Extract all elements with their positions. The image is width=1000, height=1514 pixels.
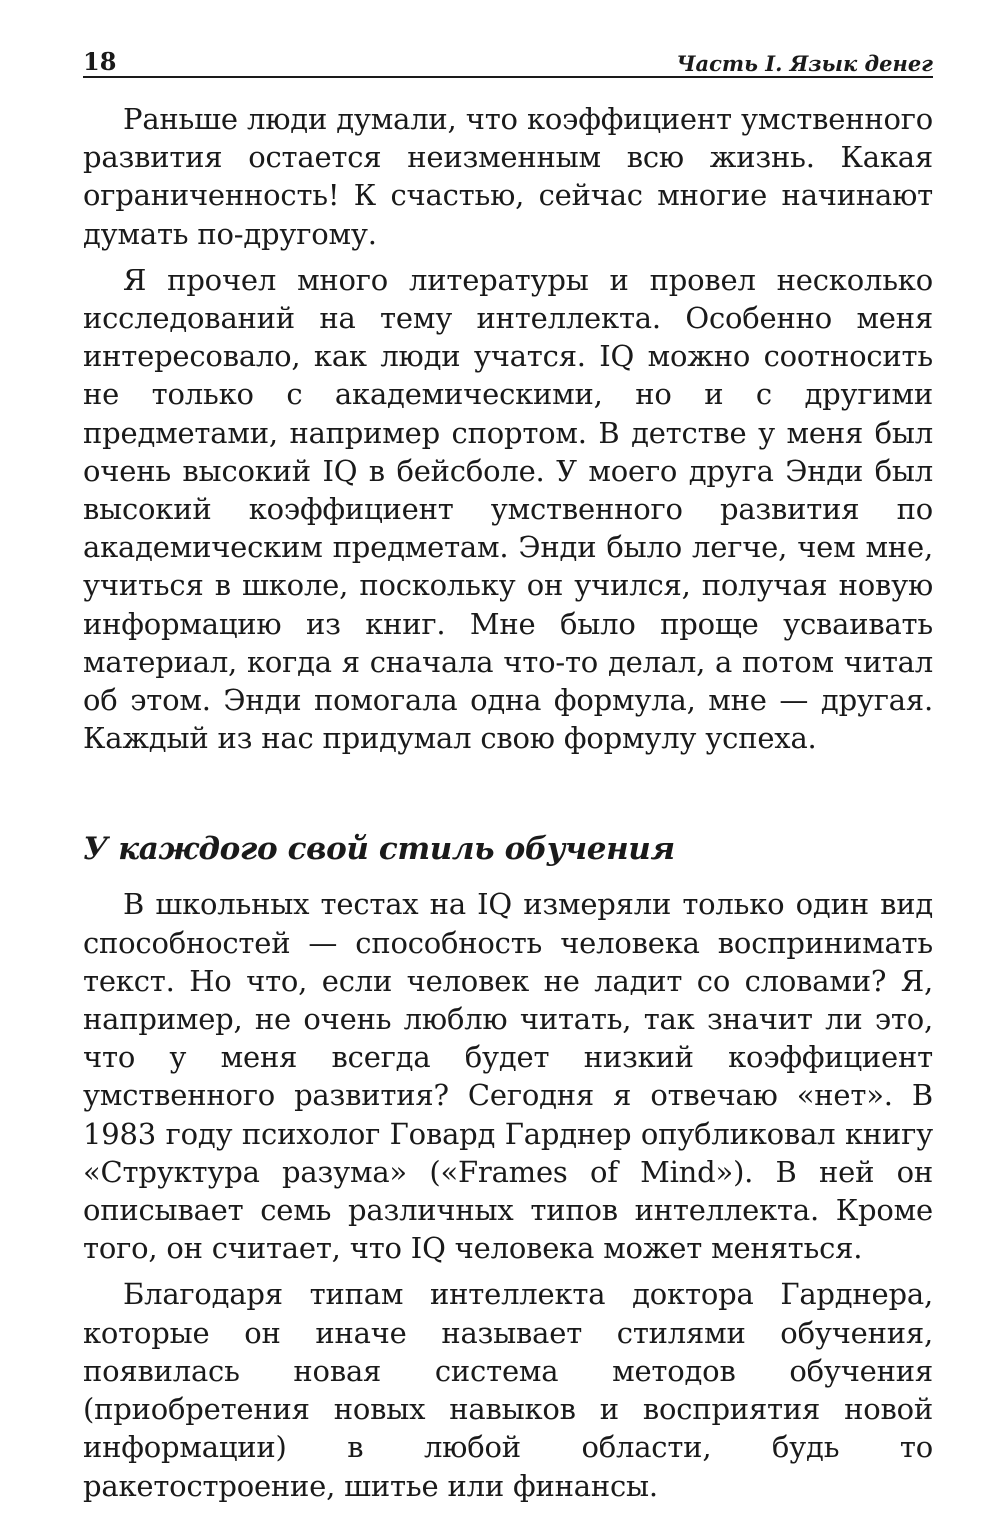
paragraph: Я прочел много литературы и провел несколько исследований на тему интеллекта. Особенно меня интересовало, как люди учатся. IQ можно соотносить не только с академическими, но и с другими предметами, например спортом. В детстве у меня был очень высокий IQ в бейсболе. У моего друга Энди был высокий коэффициент умственного развития по академическим предметам. Энди было легче, чем мне, учиться в школе, поскольку он учился, получая новую информацию из книг. Мне было проще усваивать материал, когда я сначала что-то делал, а потом читал об этом. Энди помогала одна формула, мне — другая. Каждый из нас придумал свою формулу успеха. xyxy=(83,262,933,756)
body-text-before-heading xyxy=(83,100,933,757)
paragraph: Благодаря типам интеллекта доктора Гарднера, которые он иначе называет стилями обучения, появилась новая система методов обучения (приобретения новых навыков и восприятия новой информации) в любой области, будь то ракетостроение, шитье или финансы. xyxy=(83,1277,933,1503)
body-text-after-heading xyxy=(83,885,933,1504)
page-number: 18 xyxy=(83,47,117,76)
section-title: Часть I. Язык денег xyxy=(676,51,933,76)
book-page xyxy=(83,40,933,1505)
running-header xyxy=(83,40,933,78)
paragraph: Раньше люди думали, что коэффициент умственного развития остается неизменным всю жизнь. Какая ограниченность! К счастью, сейчас многие начинают думать по-другому. xyxy=(83,102,933,251)
chapter-subheading: У каждого свой стиль обучения xyxy=(83,831,675,868)
paragraph: В школьных тестах на IQ измеряли только один вид способностей — способность человека воспринимать текст. Но что, если человек не ладит со словами? Я, например, не очень люблю читать, так значит ли это, что у меня всегда будет низкий коэффициент умственного развития? Сегодня я отвечаю «нет». В 1983 году психолог Говард Гарднер опубликовал книгу «Структура разума» («Frames of Mind»). В ней он описывает семь различных типов интеллекта. Кроме того, он считает, что IQ человека может меняться. xyxy=(83,887,933,1266)
